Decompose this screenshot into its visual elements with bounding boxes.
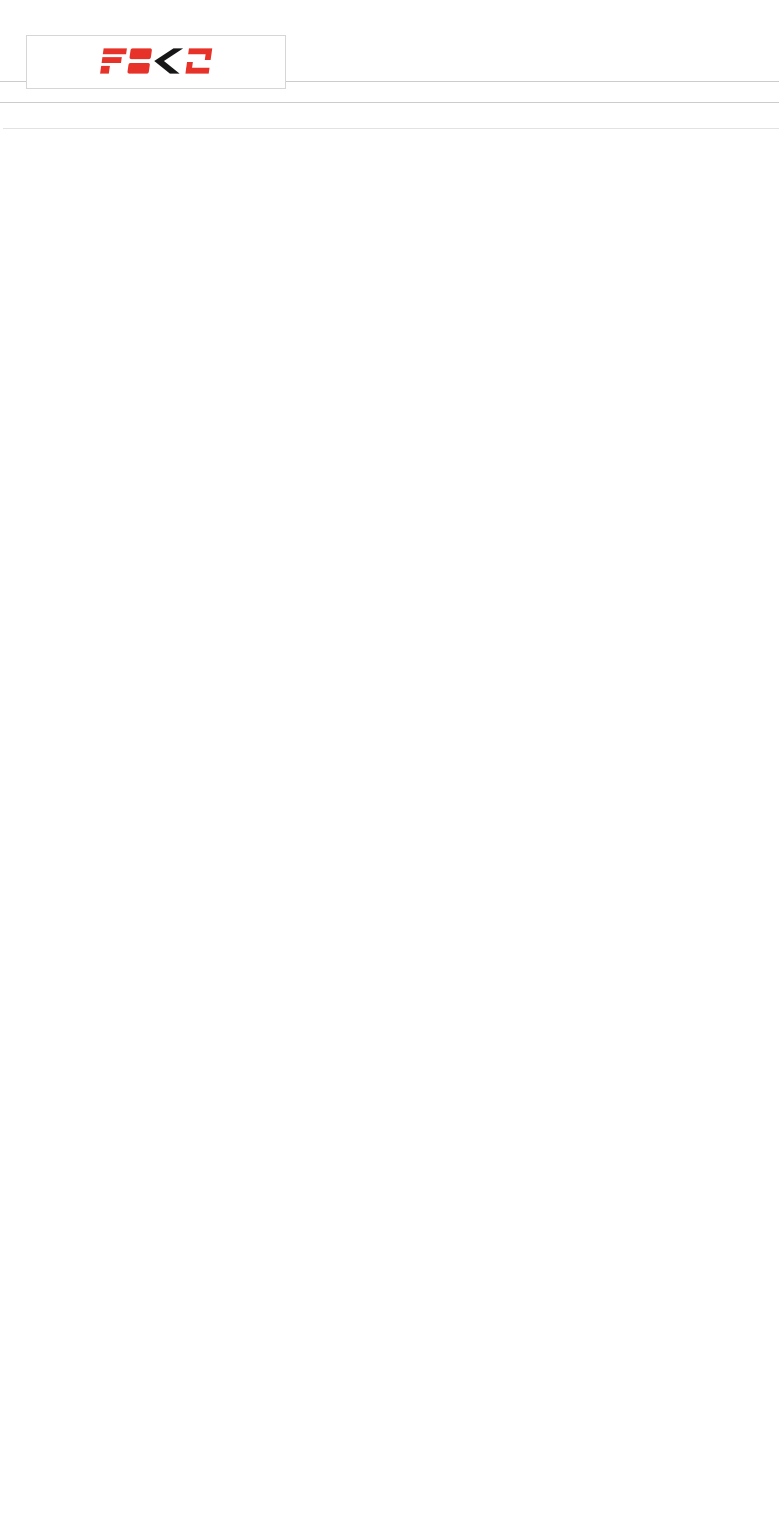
page-header [0,0,779,112]
title-band [286,40,779,80]
empty-grid-row [3,112,779,129]
club-logo [26,35,286,89]
fbks-logo-icon [92,48,220,75]
